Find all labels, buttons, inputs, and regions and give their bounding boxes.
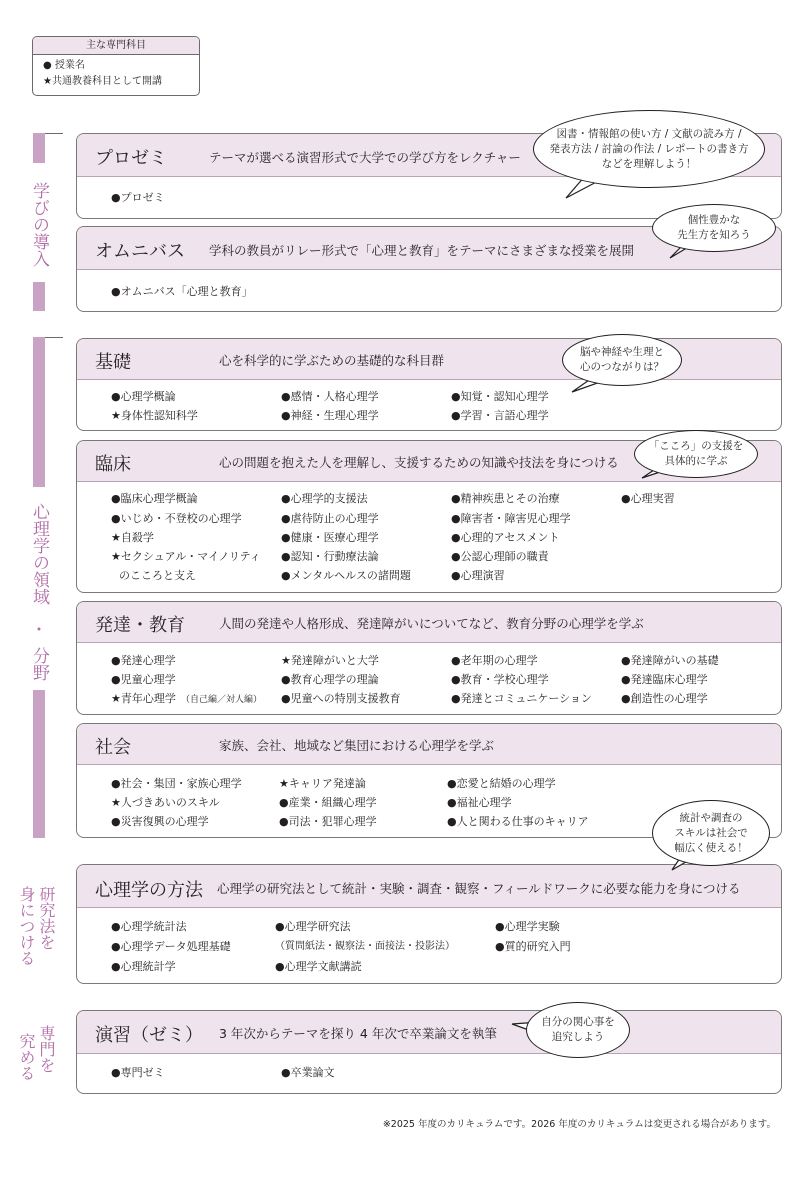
card-description: 人間の発達や人格形成、発達障がいについてなど、教育分野の心理学を学ぶ	[219, 616, 644, 631]
section-label-fields: 心理学の領域	[29, 503, 49, 605]
course-item: ★青年心理学	[111, 692, 176, 705]
course-item: ●公認心理師の職責	[451, 550, 549, 563]
bubble-line: 発表方法 / 討論の作法 / レポートの書き方	[549, 142, 749, 155]
footnote: ※2025 年度のカリキュラムです。2026 年度のカリキュラムは変更される場合があります。	[382, 1119, 776, 1130]
course-item: ●いじめ・不登校の心理学	[111, 512, 242, 525]
card-title: 臨床	[95, 454, 131, 475]
bubble-line: などを理解しよう！	[601, 157, 697, 170]
legend-item-course: ● 授業名	[43, 60, 85, 71]
bubble-line: 心のつながりは？	[580, 361, 664, 373]
card-title: 心理学の方法	[95, 880, 203, 901]
course-item: ●心理統計学	[111, 960, 176, 973]
course-item: ●感情・人格心理学	[281, 390, 379, 403]
bubble-line: 幅広く使える！	[674, 841, 748, 854]
course-item: ●発達心理学	[111, 654, 176, 667]
course-item: ●専門ゼミ	[111, 1066, 165, 1079]
bubble-line: 脳や神経や生理と	[580, 346, 664, 358]
section-label-fields-2: 分野	[29, 647, 49, 681]
course-item: ●発達障がいの基礎	[621, 654, 719, 667]
course-item: ●心理学研究法	[275, 920, 351, 933]
course-item: ●障害者・障害児心理学	[451, 512, 571, 525]
section-label-methods-1: 研究法を	[37, 886, 56, 950]
course-item: ●社会・集団・家族心理学	[111, 777, 242, 790]
legend-title: 主な専門科目	[33, 37, 199, 55]
section-label-fields-dot: ・	[30, 620, 47, 639]
bubble-line: 追究しよう	[551, 1031, 605, 1043]
course-item: ●恋愛と結婚の心理学	[447, 777, 556, 790]
speech-bubble-interest	[526, 1002, 630, 1058]
section-label-intro: 学びの導入	[29, 181, 49, 267]
section-label-methods-2: 身につける	[17, 886, 36, 966]
card-title: 発達・教育	[95, 615, 185, 636]
bubble-line: 個性豊かな	[687, 214, 741, 226]
course-item: ●心理演習	[451, 569, 505, 582]
course-item: ●産業・組織心理学	[279, 796, 377, 809]
course-item: ★発達障がいと大学	[281, 654, 379, 667]
course-item: ●児童への特別支援教育	[281, 692, 401, 705]
card-description: 心を科学的に学ぶための基礎的な科目群	[219, 353, 445, 368]
course-item: ●創造性の心理学	[621, 692, 708, 705]
bubble-line: スキルは社会で	[674, 826, 748, 839]
course-item: ●教育・学校心理学	[451, 673, 549, 686]
card-description: 心の問題を抱えた人を理解し、支援するための知識や技法を身につける	[219, 455, 619, 470]
course-item: ●教育心理学の理論	[281, 673, 379, 686]
course-item: ●人と関わる仕事のキャリア	[447, 815, 589, 828]
course-item: ★セクシュアル・マイノリティ	[111, 550, 261, 563]
bubble-line: 図書・情報館の使い方 / 文献の読み方 /	[556, 127, 742, 140]
section-label-specialty-2: 究める	[17, 1033, 36, 1081]
course-item: ●心理学実験	[495, 920, 560, 933]
course-item: ●心理学的支援法	[281, 492, 368, 505]
card-title: 社会	[95, 737, 131, 758]
course-item: ●卒業論文	[281, 1066, 335, 1079]
course-item-cont: のこころと支え	[119, 569, 196, 582]
course-item-note: （質問紙法・観察法・面接法・投影法）	[275, 941, 455, 952]
course-item: ●精神疾患とその治療	[451, 492, 560, 505]
course-item: ●災害復興の心理学	[111, 815, 209, 828]
course-item: ●心理実習	[621, 492, 675, 505]
course-item: ●心理学概論	[111, 390, 176, 403]
course-item: ●学習・言語心理学	[451, 409, 549, 422]
course-item: ★キャリア発達論	[279, 777, 366, 790]
card-title: プロゼミ	[95, 148, 167, 169]
course-item: ●心理学文献講読	[275, 960, 362, 973]
card-title: 基礎	[95, 352, 131, 373]
card-description: テーマが選べる演習形式で大学での学び方をレクチャー	[209, 150, 521, 165]
course-item: ●児童心理学	[111, 673, 176, 686]
course-item: ★人づきあいのスキル	[111, 796, 220, 809]
course-item: ●プロゼミ	[111, 191, 165, 204]
section-label-specialty-1: 専門を	[37, 1025, 56, 1073]
course-item: ●心理学統計法	[111, 920, 187, 933]
speech-bubble-library	[533, 110, 765, 188]
course-item: ●神経・生理心理学	[281, 409, 379, 422]
course-item: ●虐待防止の心理学	[281, 512, 379, 525]
course-item: ●オムニバス「心理と教育」	[111, 285, 253, 298]
speech-bubble-brain	[562, 334, 682, 386]
bubble-line: 統計や調査の	[679, 811, 743, 824]
course-item: ●発達臨床心理学	[621, 673, 708, 686]
course-item: ●臨床心理学概論	[111, 492, 198, 505]
course-item: ●質的研究入門	[495, 940, 571, 953]
legend-item-common: ★共通教養科目として開講	[43, 76, 162, 87]
speech-bubble-teachers	[652, 204, 776, 252]
bubble-line: 「こころ」の支援を	[648, 440, 744, 452]
course-item: ●心理学データ処理基礎	[111, 940, 231, 953]
course-item: ●司法・犯罪心理学	[279, 815, 377, 828]
course-item: ●老年期の心理学	[451, 654, 538, 667]
course-item: ●心理的アセスメント	[451, 531, 560, 544]
course-item: ●発達とコミュニケーション	[451, 692, 592, 705]
course-item: ★自殺学	[111, 531, 154, 544]
course-item: ●認知・行動療法論	[281, 550, 379, 563]
course-item: ★身体性認知科学	[111, 409, 198, 422]
bubble-line: 先生方を知ろう	[677, 229, 751, 241]
card-description: 心理学の研究法として統計・実験・調査・観察・フィールドワークに必要な能力を身につける	[217, 881, 741, 896]
speech-bubble-stats	[652, 800, 770, 866]
bubble-line: 自分の関心事を	[541, 1016, 615, 1028]
card-title: オムニバス	[95, 241, 185, 262]
course-item-note: （自己編／対人編）	[181, 695, 263, 705]
card-description: 3 年次からテーマを探り 4 年次で卒業論文を執筆	[219, 1026, 497, 1041]
course-item: ●福祉心理学	[447, 796, 512, 809]
course-item: ●健康・医療心理学	[281, 531, 379, 544]
bubble-line: 具体的に学ぶ	[664, 455, 728, 467]
card-title: 演習（ゼミ）	[95, 1025, 203, 1046]
card-description: 学科の教員がリレー形式で「心理と教育」をテーマにさまざまな授業を展開	[209, 243, 635, 258]
course-item: ●メンタルヘルスの諸問題	[281, 569, 411, 582]
course-item: ●知覚・認知心理学	[451, 390, 549, 403]
speech-bubble-kokoro	[634, 430, 758, 478]
card-description: 家族、会社、地域など集団における心理学を学ぶ	[219, 738, 495, 753]
